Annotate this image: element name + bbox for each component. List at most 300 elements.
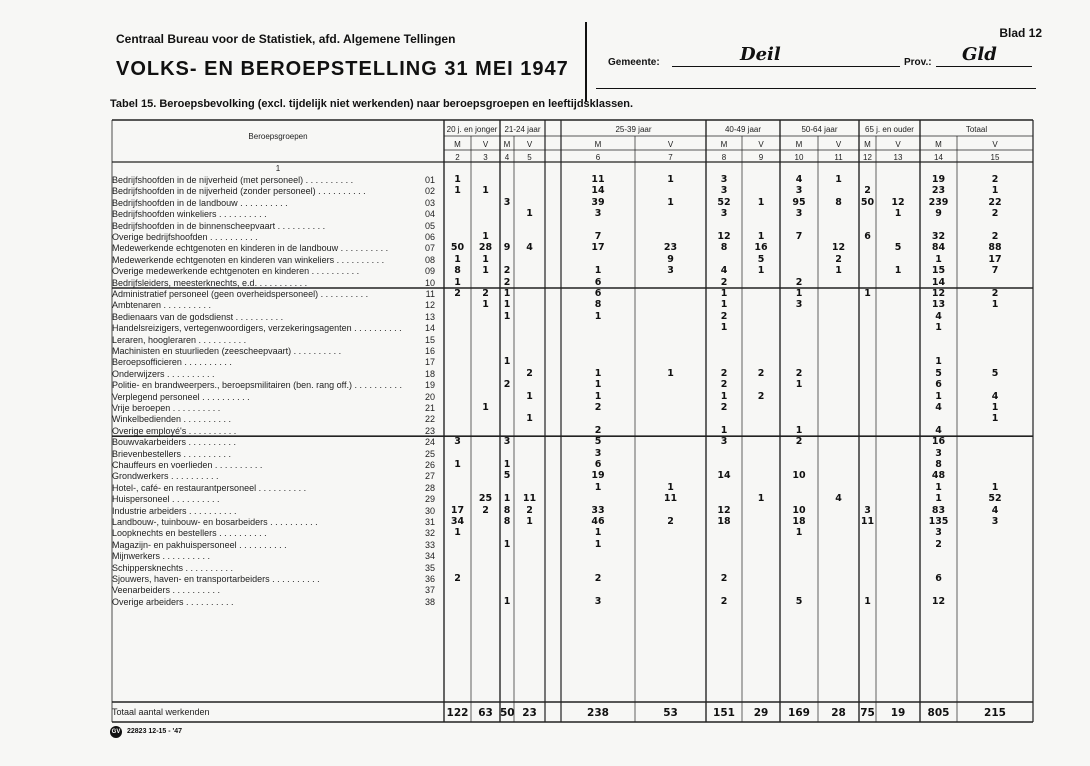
- row-number: 22: [424, 414, 435, 425]
- row-number: 35: [424, 562, 435, 573]
- total-value: 29: [753, 707, 769, 719]
- sex-header: V: [835, 140, 842, 149]
- total-value: 63: [478, 707, 493, 719]
- sex-header: M: [935, 140, 942, 149]
- row-value: 2: [720, 276, 728, 288]
- row-value: 14: [591, 185, 605, 197]
- row-number: 38: [424, 596, 435, 607]
- row-number: 14: [424, 323, 435, 334]
- sheet-number: Blad 12: [999, 26, 1042, 40]
- row-value: 1: [526, 413, 533, 425]
- row-value: 1: [503, 538, 511, 550]
- row-value: 1: [454, 174, 461, 185]
- row-value: 6: [594, 276, 602, 288]
- row-value: 1: [594, 527, 602, 539]
- row-number: 24: [424, 437, 435, 448]
- row-label: Bedrijfshoofden winkeliers . . . . . . . . . .: [112, 210, 267, 220]
- row-value: 1: [454, 185, 461, 197]
- row-number: 27: [424, 471, 435, 482]
- row-value: 2: [991, 174, 999, 185]
- row-value: 1: [757, 493, 765, 505]
- row-value: 239: [928, 196, 949, 208]
- row-value: 3: [795, 185, 803, 197]
- row-value: 12: [717, 504, 731, 516]
- sex-header: V: [895, 140, 901, 149]
- column-number: 10: [794, 153, 804, 162]
- row-value: 5: [757, 253, 765, 265]
- row-label: Administratief personeel (geen overheidspersoneel) . . . . . . . . . .: [112, 290, 369, 299]
- row-value: 11: [860, 516, 875, 527]
- row-value: 1: [935, 481, 942, 493]
- row-value: 2: [526, 504, 533, 516]
- publisher-logo: GV: [110, 726, 122, 738]
- row-value: 3: [720, 185, 728, 197]
- row-value: 1: [594, 367, 602, 379]
- row-value: 28: [478, 242, 493, 254]
- row-value: 18: [717, 516, 731, 527]
- table-title: Tabel 15. Beroepsbevolking (excl. tijdelijk niet werkenden) naar beroepsgroepen en leeftijdsklassen.: [110, 98, 634, 110]
- row-value: 2: [757, 367, 765, 379]
- row-value: 1: [503, 310, 511, 322]
- row-value: 1: [526, 208, 533, 220]
- row-value: 1: [594, 538, 602, 550]
- row-value: 4: [720, 265, 728, 277]
- row-label: Winkelbedienden . . . . . . . . . .: [112, 415, 232, 425]
- sex-header: M: [720, 140, 728, 149]
- row-value: 48: [931, 470, 946, 482]
- row-number: 13: [424, 311, 435, 322]
- row-value: 3: [720, 208, 728, 220]
- row-value: 10: [792, 504, 806, 516]
- age-group-header: 20 j. en jonger: [446, 125, 498, 134]
- row-label: Machinisten en stuurlieden (zeescheepvaart) . . . . . . . . . .: [112, 347, 342, 356]
- row-value: 1: [991, 413, 999, 425]
- age-group-header: Totaal: [965, 125, 988, 134]
- row-value: 1: [894, 265, 902, 277]
- row-value: 1: [503, 595, 511, 607]
- row-value: 83: [931, 504, 946, 516]
- row-value: 3: [594, 208, 602, 220]
- row-number: 32: [424, 528, 435, 539]
- column-number: 3: [483, 153, 488, 162]
- row-value: 1: [594, 481, 602, 493]
- row-value: 1: [720, 424, 728, 436]
- column-number: 2: [455, 153, 460, 162]
- row-value: 3: [594, 447, 602, 459]
- row-number: 17: [424, 357, 435, 368]
- row-value: 12: [891, 196, 905, 208]
- row-value: 8: [935, 459, 942, 470]
- row-value: 7: [594, 231, 602, 242]
- row-value: 2: [720, 379, 728, 391]
- row-value: 8: [720, 242, 728, 254]
- age-group-header: 50-64 jaar: [801, 125, 838, 134]
- row-number: 37: [424, 585, 435, 596]
- row-value: 3: [503, 196, 511, 208]
- column-number: 11: [834, 153, 843, 162]
- row-label: Vrije beroepen . . . . . . . . . .: [112, 404, 221, 413]
- province-value: Gld: [962, 44, 997, 65]
- row-value: 1: [991, 402, 999, 413]
- row-value: 1: [757, 265, 765, 277]
- row-value: 1: [482, 185, 489, 197]
- row-label: Politie- en brandweerpers., beroepsmilitairen (ben. rang off.) . . . . . . . . . .: [112, 381, 402, 391]
- row-value: 4: [991, 504, 999, 516]
- row-value: 2: [991, 208, 999, 220]
- row-value: 4: [526, 242, 533, 254]
- row-value: 1: [594, 390, 602, 402]
- row-value: 1: [757, 231, 765, 242]
- row-value: 1: [503, 288, 511, 299]
- row-value: 1: [526, 390, 533, 402]
- row-value: 11: [591, 174, 605, 185]
- row-value: 3: [720, 174, 728, 185]
- row-value: 1: [935, 322, 942, 334]
- row-number: 04: [424, 209, 435, 220]
- row-value: 1: [454, 527, 461, 539]
- row-value: 2: [594, 424, 602, 436]
- total-value: 122: [446, 707, 469, 719]
- row-label: Overige bedrijfshoofden . . . . . . . . . .: [112, 233, 258, 242]
- row-value: 15: [931, 265, 946, 277]
- row-value: 95: [792, 196, 806, 208]
- column-number: 5: [527, 153, 532, 162]
- row-value: 1: [864, 288, 871, 299]
- row-value: 9: [667, 253, 674, 265]
- row-value: 2: [454, 288, 461, 299]
- row-value: 13: [931, 299, 946, 311]
- row-number: 15: [424, 334, 435, 345]
- row-number: 16: [424, 346, 435, 356]
- row-number: 30: [424, 505, 435, 516]
- row-value: 1: [720, 288, 728, 299]
- row-label: Landbouw-, tuinbouw- en bosarbeiders . . . . . . . . . .: [112, 518, 318, 527]
- row-number: 29: [424, 494, 435, 505]
- row-label: Chauffeurs en voerlieden . . . . . . . . . .: [112, 461, 263, 470]
- row-number: 11: [425, 289, 435, 299]
- row-label: Brievenbestellers . . . . . . . . . .: [112, 449, 232, 459]
- row-value: 5: [503, 470, 511, 482]
- row-value: 12: [717, 231, 731, 242]
- row-value: 1: [482, 253, 489, 265]
- row-value: 2: [795, 276, 803, 288]
- row-value: 2: [503, 276, 511, 288]
- row-label: Medewerkende echtgenoten en kinderen in de landbouw . . . . . . . . . .: [112, 244, 389, 254]
- row-value: 1: [835, 265, 842, 277]
- row-label: Huispersoneel . . . . . . . . . .: [112, 495, 220, 505]
- print-code: 22823 12-15 - '47: [127, 728, 182, 735]
- row-value: 52: [988, 493, 1002, 505]
- row-value: 1: [757, 196, 765, 208]
- column-number: 8: [721, 153, 727, 162]
- row-label: Beroepsofficieren . . . . . . . . . .: [112, 358, 232, 368]
- row-label: Magazijn- en pakhuispersoneel . . . . . . . . . .: [112, 540, 287, 550]
- row-label: Ambtenaren . . . . . . . . . .: [112, 301, 212, 311]
- total-value: 28: [831, 707, 846, 719]
- sex-header: V: [992, 140, 998, 149]
- row-value: 2: [795, 436, 803, 448]
- row-value: 1: [935, 493, 942, 505]
- sex-header: V: [482, 140, 489, 149]
- gemeente-value: Deil: [740, 44, 781, 65]
- row-value: 1: [454, 253, 461, 265]
- row-label: Hotel-, café- en restaurantpersoneel . . . . . . . . . .: [112, 483, 307, 493]
- row-number: 10: [424, 277, 435, 288]
- row-value: 2: [720, 310, 728, 322]
- row-value: 17: [591, 242, 605, 254]
- row-value: 7: [991, 265, 999, 277]
- total-value: 23: [522, 707, 537, 719]
- row-value: 39: [591, 196, 605, 208]
- row-label: Bedienaars van de godsdienst . . . . . . . . . .: [112, 312, 284, 322]
- column-number: 13: [893, 153, 903, 162]
- row-value: 135: [928, 516, 949, 527]
- row-value: 25: [478, 493, 493, 505]
- row-label: Handelsreizigers, vertegenwoordigers, verzekeringsagenten . . . . . . . . . .: [112, 324, 402, 334]
- row-value: 8: [594, 299, 602, 311]
- column-number: 9: [758, 153, 764, 162]
- bureau-name: Centraal Bureau voor de Statistiek, afd. Algemene Tellingen: [116, 32, 456, 46]
- row-value: 34: [450, 516, 465, 527]
- row-value: 3: [667, 265, 674, 277]
- row-label: Industrie arbeiders . . . . . . . . . .: [112, 506, 237, 516]
- row-value: 1: [991, 481, 999, 493]
- row-value: 6: [594, 459, 602, 470]
- column-number: 14: [934, 153, 943, 162]
- row-value: 2: [757, 390, 765, 402]
- category-header: Beroepsgroepen: [248, 132, 308, 141]
- category-number: 1: [275, 164, 281, 173]
- total-value: 805: [927, 707, 950, 719]
- column-number: 6: [595, 153, 601, 162]
- row-label: Loopknechts en bestellers . . . . . . . . . .: [112, 529, 267, 539]
- row-value: 84: [931, 242, 946, 254]
- row-number: 01: [424, 175, 435, 185]
- row-value: 2: [795, 367, 803, 379]
- totals-label: Totaal aantal werkenden: [112, 707, 210, 717]
- row-number: 25: [424, 448, 435, 459]
- row-label: Grondwerkers . . . . . . . . . .: [112, 472, 219, 482]
- row-value: 1: [991, 185, 999, 197]
- row-value: 1: [935, 356, 942, 368]
- province-label: Prov.:: [904, 57, 932, 68]
- row-value: 2: [991, 288, 999, 299]
- row-value: 88: [988, 242, 1002, 254]
- age-group-header: 65 j. en ouder: [865, 125, 914, 134]
- row-value: 3: [720, 436, 728, 448]
- row-value: 23: [931, 185, 946, 197]
- row-value: 3: [594, 595, 602, 607]
- total-value: 151: [713, 707, 735, 719]
- row-label: Overige employé's . . . . . . . . . .: [112, 426, 237, 436]
- row-value: 52: [717, 196, 731, 208]
- row-value: 14: [931, 276, 946, 288]
- row-value: 2: [835, 253, 842, 265]
- row-number: 28: [424, 482, 435, 493]
- row-number: 03: [424, 197, 435, 208]
- age-group-header: 25-39 jaar: [615, 125, 652, 134]
- row-value: 1: [667, 481, 674, 493]
- row-value: 1: [503, 299, 511, 311]
- row-number: 31: [424, 517, 435, 527]
- row-value: 2: [454, 573, 461, 584]
- row-value: 2: [482, 504, 489, 516]
- column-number: 15: [990, 153, 1000, 162]
- row-label: Bouwvakarbeiders . . . . . . . . . .: [112, 438, 237, 448]
- row-value: 3: [503, 436, 511, 448]
- row-number: 36: [424, 574, 435, 584]
- row-number: 02: [424, 186, 435, 197]
- row-value: 3: [935, 527, 942, 539]
- row-value: 7: [795, 231, 803, 242]
- row-value: 1: [795, 288, 803, 299]
- row-value: 1: [795, 527, 803, 539]
- row-number: 09: [424, 266, 435, 277]
- row-value: 18: [792, 516, 806, 527]
- row-value: 10: [792, 470, 806, 482]
- row-value: 1: [667, 196, 674, 208]
- row-value: 1: [991, 299, 999, 311]
- row-value: 11: [663, 493, 678, 505]
- sex-header: M: [594, 140, 602, 149]
- age-group-header: 40-49 jaar: [724, 125, 762, 134]
- sex-header: M: [795, 140, 803, 149]
- row-value: 6: [935, 573, 942, 584]
- row-value: 3: [991, 516, 999, 527]
- row-value: 2: [720, 402, 728, 413]
- row-value: 8: [835, 196, 842, 208]
- row-value: 8: [503, 516, 511, 527]
- row-value: 1: [720, 299, 728, 311]
- total-value: 75: [860, 707, 875, 719]
- row-value: 17: [988, 253, 1002, 265]
- row-value: 6: [864, 231, 871, 242]
- column-number: 4: [504, 153, 510, 162]
- row-value: 16: [931, 436, 946, 448]
- row-label: Schippersknechts . . . . . . . . . .: [112, 563, 234, 573]
- row-value: 19: [591, 470, 605, 482]
- row-value: 4: [935, 310, 942, 322]
- row-value: 1: [720, 322, 728, 334]
- sex-header: V: [758, 140, 764, 149]
- row-value: 6: [935, 379, 942, 391]
- row-value: 8: [503, 504, 511, 516]
- row-value: 1: [864, 595, 871, 607]
- row-value: 5: [795, 595, 803, 607]
- row-value: 1: [482, 231, 489, 242]
- row-value: 1: [503, 493, 511, 505]
- row-value: 1: [795, 379, 803, 391]
- row-number: 07: [424, 243, 435, 254]
- row-label: Onderwijzers . . . . . . . . . .: [112, 369, 215, 379]
- row-value: 14: [717, 470, 731, 482]
- row-value: 9: [935, 208, 942, 220]
- sex-header: M: [503, 140, 511, 149]
- row-label: Sjouwers, haven- en transportarbeiders . . . . . . . . . .: [112, 575, 320, 584]
- row-value: 16: [754, 242, 768, 254]
- row-value: 1: [482, 402, 489, 413]
- row-value: 32: [931, 231, 946, 242]
- row-value: 2: [594, 402, 602, 413]
- row-value: 3: [795, 299, 803, 311]
- row-value: 2: [503, 265, 511, 277]
- row-number: 08: [424, 254, 435, 265]
- row-label: Overige medewerkende echtgenoten en kinderen . . . . . . . . . .: [112, 267, 360, 277]
- row-value: 1: [594, 310, 602, 322]
- row-label: Leraren, hoogleraren . . . . . . . . . .: [112, 335, 247, 345]
- row-value: 12: [931, 595, 946, 607]
- sex-header: V: [526, 140, 533, 149]
- row-value: 1: [720, 390, 728, 402]
- row-value: 3: [454, 436, 461, 448]
- row-value: 1: [835, 174, 842, 185]
- row-number: 33: [424, 539, 435, 550]
- row-value: 19: [931, 174, 946, 185]
- row-value: 4: [835, 493, 842, 505]
- row-value: 5: [935, 367, 942, 379]
- row-value: 2: [594, 573, 602, 584]
- row-value: 1: [503, 356, 511, 368]
- row-value: 2: [482, 288, 489, 299]
- total-value: 19: [890, 707, 906, 719]
- column-number: 12: [863, 153, 872, 162]
- row-number: 05: [424, 220, 435, 231]
- row-value: 1: [503, 459, 511, 470]
- row-value: 6: [594, 288, 602, 299]
- row-value: 50: [450, 242, 465, 254]
- row-value: 8: [454, 265, 461, 277]
- sex-header: M: [454, 140, 461, 149]
- row-value: 1: [667, 174, 674, 185]
- row-value: 1: [482, 265, 489, 277]
- row-value: 2: [503, 379, 511, 391]
- row-number: 21: [424, 403, 435, 413]
- row-number: 12: [424, 300, 435, 311]
- row-value: 2: [935, 538, 942, 550]
- row-value: 1: [482, 299, 489, 311]
- row-label: Medewerkende echtgenoten en kinderen van winkeliers . . . . . . . . . .: [112, 255, 385, 265]
- row-value: 12: [831, 242, 846, 254]
- row-label: Bedrijfshoofden in de nijverheid (zonder personeel) . . . . . . . . . .: [112, 187, 366, 197]
- total-value: 50: [500, 707, 515, 719]
- row-value: 1: [935, 253, 942, 265]
- row-value: 4: [991, 390, 999, 402]
- row-value: 1: [795, 424, 803, 436]
- total-value: 238: [587, 707, 609, 719]
- row-value: 5: [594, 436, 602, 448]
- row-value: 2: [667, 516, 674, 527]
- row-label: Bedrijfshoofden in de nijverheid (met personeel) . . . . . . . . . .: [112, 176, 354, 185]
- row-label: Verplegend personeel . . . . . . . . . .: [112, 392, 250, 402]
- row-value: 3: [864, 504, 871, 516]
- row-value: 9: [503, 242, 511, 254]
- row-label: Bedrijfshoofden in de landbouw . . . . . . . . . .: [112, 198, 288, 208]
- row-value: 1: [594, 379, 602, 391]
- row-value: 46: [591, 516, 605, 527]
- row-value: 3: [795, 208, 803, 220]
- row-value: 2: [526, 367, 533, 379]
- row-number: 20: [424, 391, 435, 402]
- row-value: 1: [526, 516, 533, 527]
- row-value: 33: [591, 504, 605, 516]
- row-value: 2: [991, 231, 999, 242]
- row-number: 34: [424, 551, 435, 562]
- row-number: 23: [424, 425, 435, 436]
- row-value: 1: [935, 390, 942, 402]
- row-value: 4: [795, 174, 803, 185]
- gemeente-label: Gemeente:: [608, 57, 660, 68]
- row-label: Veenarbeiders . . . . . . . . . .: [112, 586, 221, 596]
